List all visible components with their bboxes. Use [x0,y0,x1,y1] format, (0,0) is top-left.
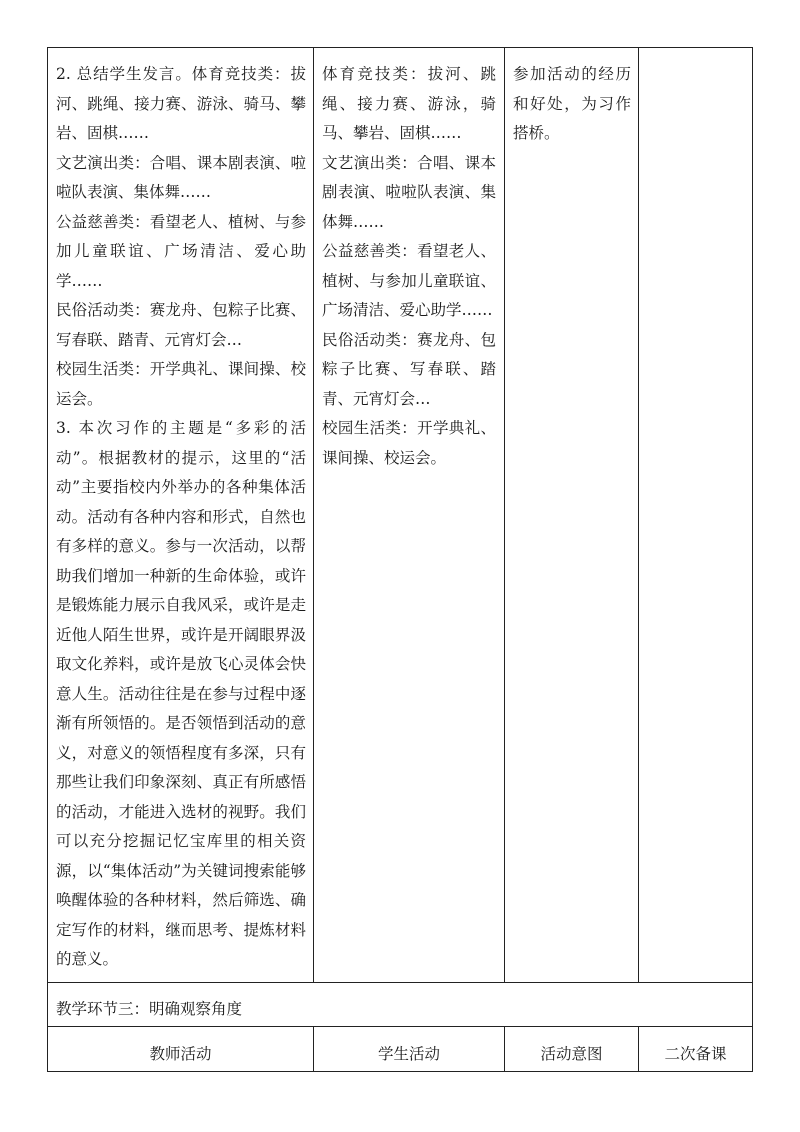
student-para-3: 公益慈善类：看望老人、植树、与参加儿童联谊、广场清洁、爱心助学…… [322,242,496,319]
teacher-activity-cell [56,60,306,975]
student-para-1: 体育竞技类：拔河、跳绳、接力赛、游泳，骑马、攀岩、固棋…… [322,65,496,142]
header-student-activity: 学生活动 [377,1045,440,1063]
table-line-col3 [638,47,639,983]
table-line-col2 [504,47,505,983]
teacher-para-5: 校园生活类：开学典礼、课间操、校运会。 [56,360,306,408]
teacher-para-4: 民俗活动类：赛龙舟、包粽子比赛、写春联、踏青、元宵灯会… [56,301,306,349]
intent-text: 参加活动的经历和好处，为习作搭桥。 [513,65,631,142]
teacher-para-3: 公益慈善类：看望老人、植树、与参加儿童联谊、广场清洁、爱心助学…… [56,212,306,290]
header-second-prep: 二次备课 [664,1045,727,1063]
student-para-5: 校园生活类：开学典礼、课间操、校运会。 [322,419,496,467]
header-teacher-activity: 教师活动 [149,1045,212,1063]
student-para-2: 文艺演出类：合唱、课本剧表演、啦啦队表演、集体舞…… [322,153,496,231]
table-line-col1 [313,47,314,983]
teacher-para-1: 2. 总结学生发言。体育竞技类：拔河、跳绳、接力赛、游泳、骑马、攀岩、固棋…… [56,65,306,142]
student-para-4: 民俗活动类：赛龙舟、包粽子比赛、写春联、踏青、元宵灯会… [322,330,496,408]
section-title: 教学环节三：明确观察角度 [56,1000,243,1018]
table-line-bottom [47,1071,753,1072]
teacher-para-2: 文艺演出类：合唱、课本剧表演、啦啦队表演、集体舞…… [56,153,306,201]
activity-intent-cell [513,60,631,149]
table-line-row1-bottom [47,982,753,983]
student-activity-cell [322,60,496,473]
table-line-section-bottom [47,1026,753,1027]
table-line-top [47,47,753,48]
table-line-left [47,47,48,1072]
table-line-right [752,47,753,1072]
teacher-para-6: 3. 本次习作的主题是“多彩的活动”。根据教材的提示，这里的“活动”主要指校内外举办的各种集体活动。活动有各种内容和形式，自然也有多样的意义。参与一次活动，以帮助我们增加一种新的生命体验，或许是锻炼能力展示自我风采，或许是走近他人陌生世界，或许是开阔眼界汲取文化养料，或许是放飞心灵体会快意人生。活动往往是在参与过程中逐渐有所领悟的。是否领悟到活动的意义，对意义的领悟程度有多深，只有那些让我们印象深刻、真正有所感悟的活动，才能进入选材的视野。我们可以充分挖掘记忆宝库里的相关资源，以“集体活动”为关键词搜索能够唤醒体验的各种材料，然后筛选、确定写作的材料，继而思考、提炼材料的意义。 [56,419,306,968]
header-activity-intent: 活动意图 [540,1045,603,1063]
